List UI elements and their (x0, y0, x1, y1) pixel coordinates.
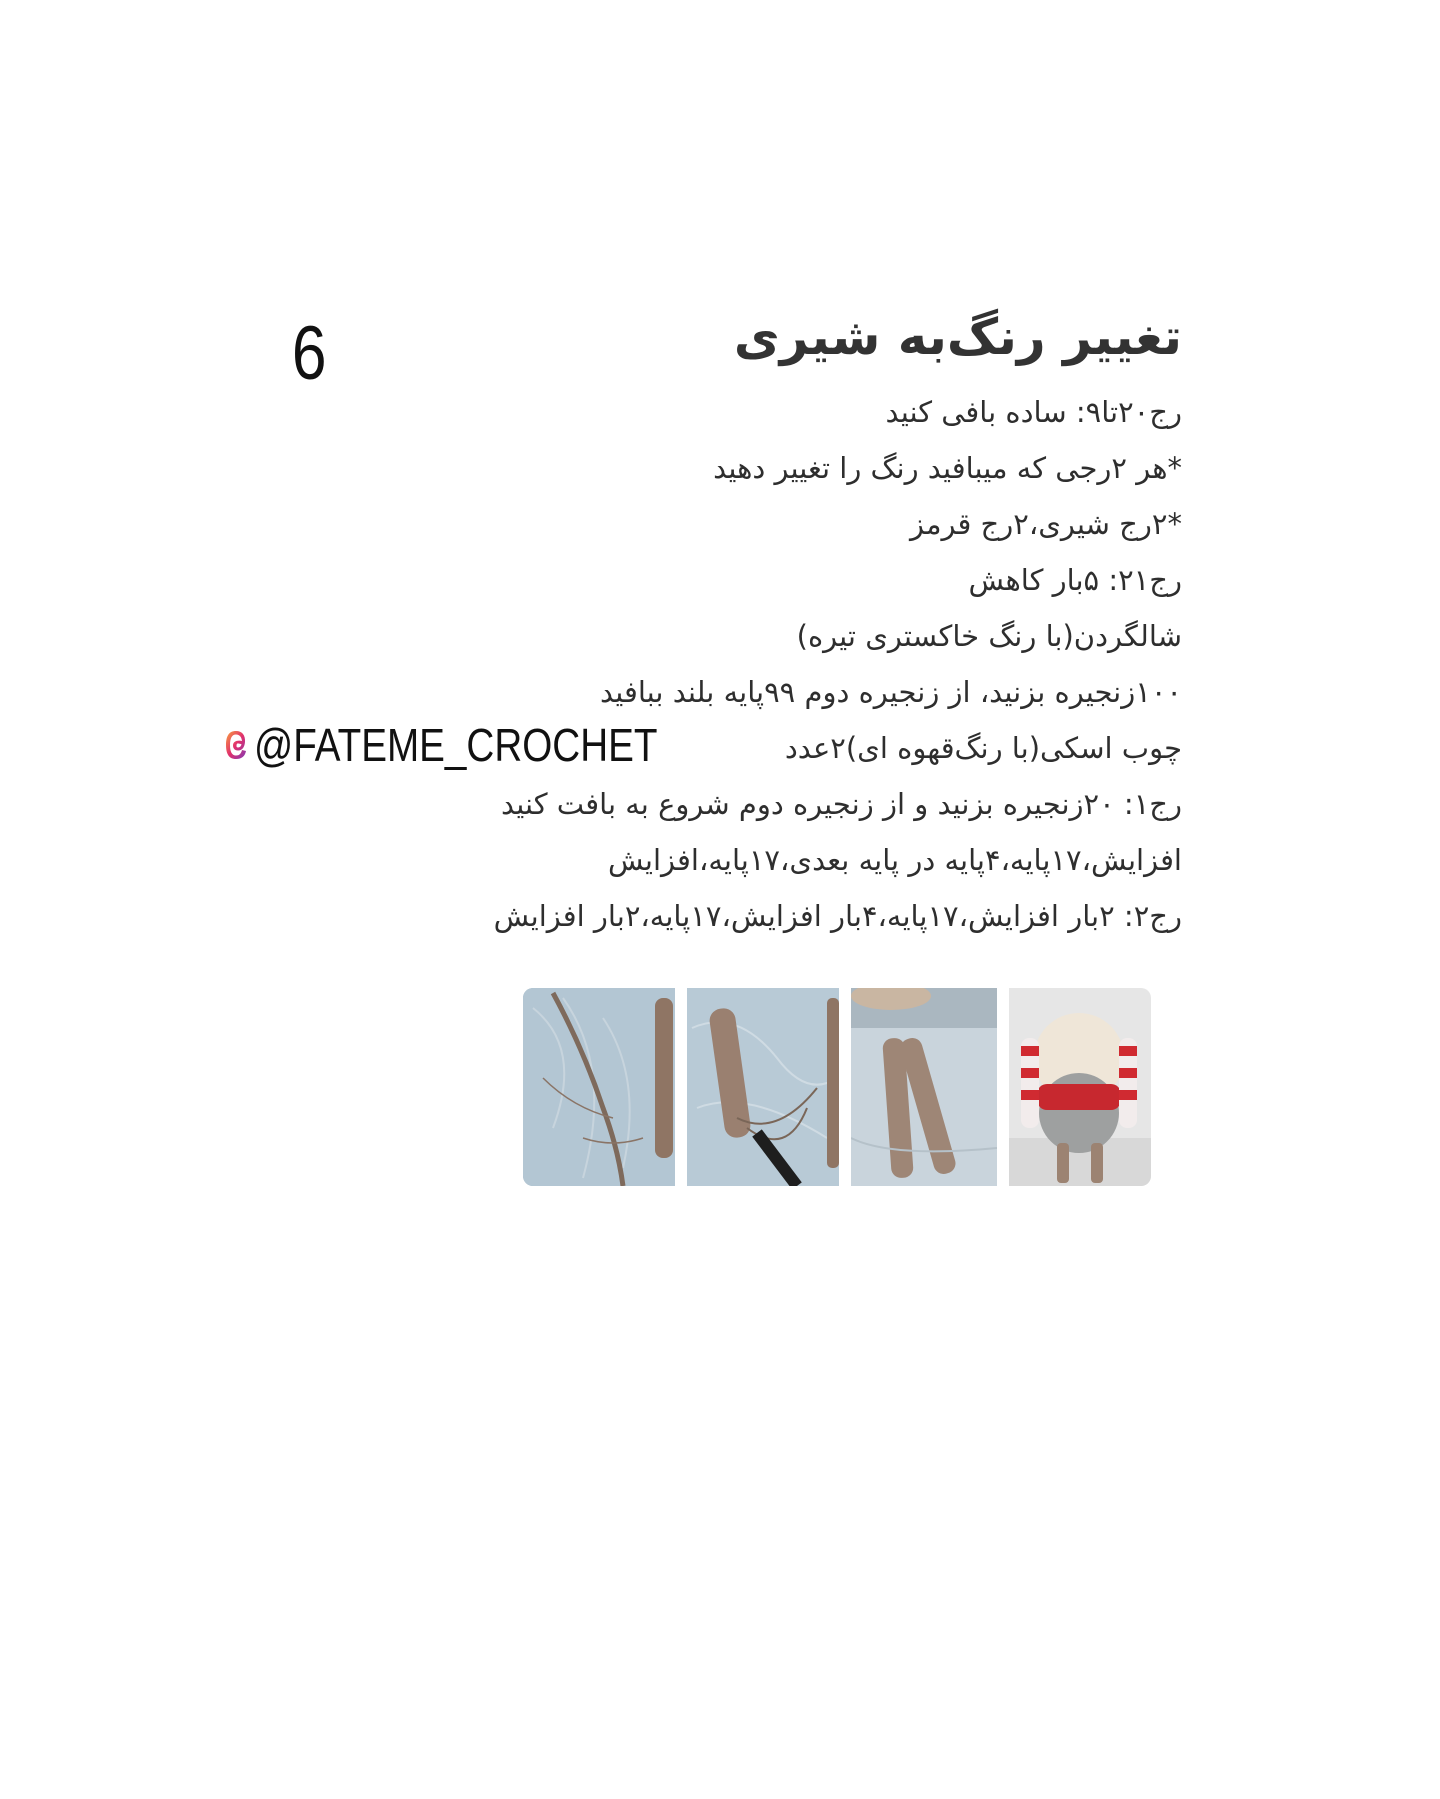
instruction-line: رج۲۰تا۹: ساده بافی کنید (885, 395, 1182, 429)
instruction-line: رج۲: ۲بار افزایش،۱۷پایه،۴بار افزایش،۱۷پایه،۲بار افزایش (493, 899, 1182, 933)
page-number: 6 (291, 311, 327, 396)
instruction-list (362, 384, 1182, 944)
chain-stitch-photo (523, 988, 675, 1186)
instruction-line: شالگردن(با رنگ خاکستری تیره) (796, 619, 1182, 653)
ski-crochet-photo (687, 988, 839, 1186)
amigurumi-doll-photo (1009, 988, 1151, 1186)
photo-strip (523, 988, 1151, 1186)
instruction-line: *۲رج شیری،۲رج قرمز (909, 507, 1182, 541)
instruction-line: *هر ۲رجی که میبافید رنگ را تغییر دهید (713, 451, 1182, 485)
two-skis-photo (851, 988, 997, 1186)
instruction-line: رج۱: ۲۰زنجیره بزنید و از زنجیره دوم شروع به بافت کنید (501, 787, 1182, 821)
instagram-watermark (224, 718, 734, 772)
instagram-handle: @FATEME_CROCHET (254, 719, 658, 771)
instruction-line: افزایش،۱۷پایه،۴پایه در پایه بعدی،۱۷پایه،افزایش (607, 843, 1182, 877)
threads-icon (224, 728, 248, 762)
instruction-line: رج۲۱: ۵بار کاهش (968, 563, 1182, 597)
instruction-line: ۱۰۰زنجیره بزنید، از زنجیره دوم ۹۹پایه بلند ببافید (600, 675, 1182, 709)
instruction-line: چوب اسکی(با رنگ‌قهوه ای)۲عدد (784, 731, 1182, 765)
page-title: تغییر رنگ‌به شیری (733, 308, 1182, 366)
